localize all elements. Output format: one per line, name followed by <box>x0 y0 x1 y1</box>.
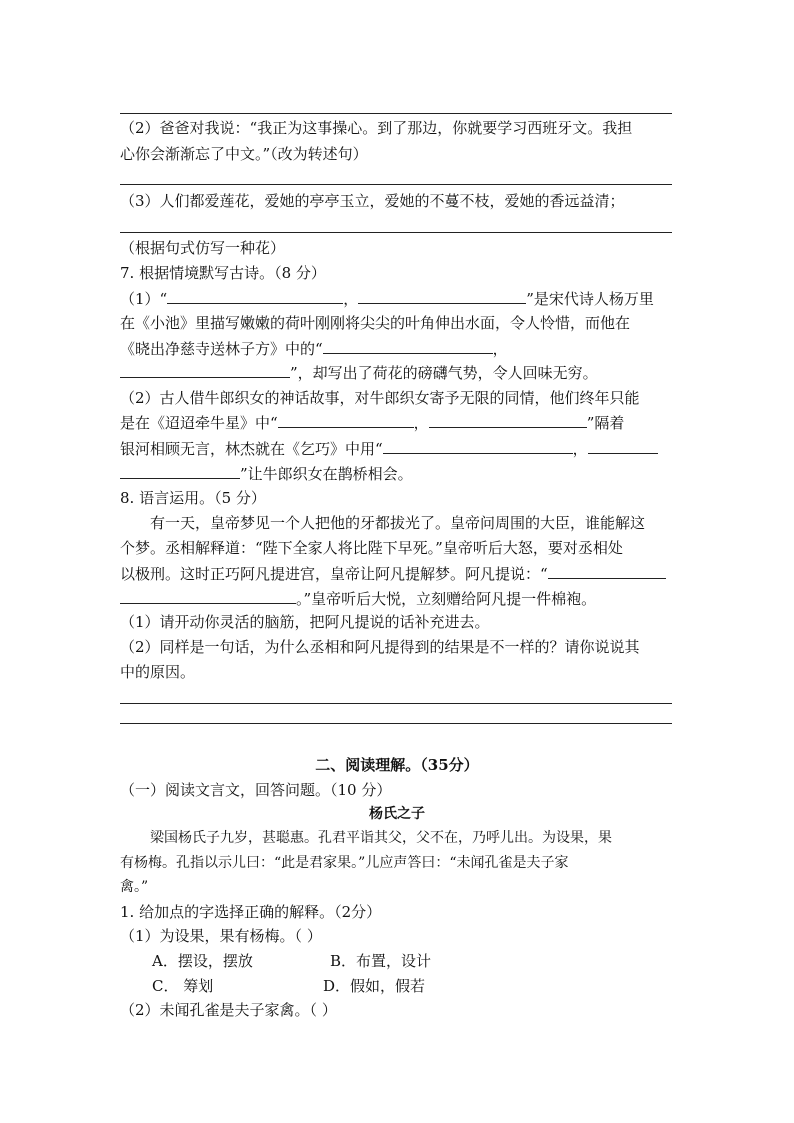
q7-p1-tail: ”是宋代诗人杨万里 <box>526 290 654 308</box>
blank-field[interactable] <box>323 337 493 354</box>
q7-p2-line2-text: 是在《迢迢牵牛星》中“ <box>120 414 278 432</box>
q8-story-line4-text: 。”皇帝听后大悦，立刻赠给阿凡提一件棉袍。 <box>296 590 597 608</box>
q6-3-line2: （根据句式仿写一种花） <box>120 239 286 257</box>
blank-field[interactable] <box>588 437 658 454</box>
option-a[interactable]: A．摆设，摆放 <box>152 952 253 970</box>
part-title: （一）阅读文言文，回答问题。（10 分） <box>120 781 392 799</box>
passage-line3: 禽。” <box>120 879 149 895</box>
passage-line2: 有杨梅。孔指以示儿曰：“此是君家果。”儿应声答曰：“未闻孔雀是夫子家 <box>120 855 569 871</box>
q7-p1-line3-text: 《晓出净慈寺送林子方》中的“ <box>120 340 323 358</box>
answer-line <box>120 232 672 233</box>
q6-3-line1: （3）人们都爱莲花，爱她的亭亭玉立，爱她的不蔓不枝，爱她的香远益清； <box>120 192 625 210</box>
q8-story-line1: 有一天，皇帝梦见一个人把他的牙都拔光了。皇帝问周围的大臣，谁能解这 <box>150 514 646 532</box>
q1-1: （1）为设果，果有杨梅。（ ） <box>120 927 322 945</box>
option-d[interactable]: D．假如，假若 <box>323 977 426 995</box>
blank-field[interactable] <box>278 411 414 428</box>
q7-p2-line4 <box>120 462 413 485</box>
q8-story-line3-text: 以极刑。这时正巧阿凡提进宫，皇帝让阿凡提解梦。阿凡提说：“ <box>120 565 548 583</box>
q7-p2-line1: （2）古人借牛郎织女的神话故事，对牛郎织女寄予无限的同情，他们终年只能 <box>120 389 640 407</box>
q7-p1-line3 <box>120 337 508 360</box>
q6-2-line1: （2）爸爸对我说：“我正为这事操心。到了那边，你就要学习西班牙文。我担 <box>120 119 633 137</box>
q7-p1-line4-text: ”，却写出了荷花的磅礴气势，令人回味无穷。 <box>290 364 598 382</box>
q7-p2-line3-comma: ， <box>572 440 588 458</box>
q7-p1-line1 <box>120 287 654 310</box>
blank-field[interactable] <box>120 587 296 604</box>
passage-line1: 梁国杨氏子九岁，甚聪惠。孔君平诣其父，父不在，乃呼儿出。为设果，果 <box>150 830 612 846</box>
passage-title: 杨氏之子 <box>369 806 425 822</box>
q7-title: 7. 根据情境默写古诗。（8 分） <box>120 264 326 282</box>
q8-story-line3 <box>120 562 666 585</box>
q7-p2-line2-comma: ， <box>413 414 429 432</box>
q8-story-line2: 个梦。丞相解释道：“陛下全家人将比陛下早死。”皇帝听后大怒，要对丞相处 <box>120 539 623 557</box>
blank-field[interactable] <box>548 562 666 579</box>
q6-2-line2: 心你会渐渐忘了中文。”（改为转述句） <box>120 145 368 163</box>
q7-p1-open: （1）“ <box>120 290 168 308</box>
blank-field[interactable] <box>383 437 573 454</box>
q7-p2-line3-text: 银河相顾无言，林杰就在《乞巧》中用“ <box>120 440 383 458</box>
q7-p2-line2-tail: ”隔着 <box>586 414 625 432</box>
q7-p1-comma: ， <box>343 290 359 308</box>
blank-field[interactable] <box>120 361 290 378</box>
answer-line <box>120 184 672 185</box>
answer-line <box>120 113 672 114</box>
q7-p2-line2 <box>120 411 624 434</box>
q7-p2-line4-text: ”让牛郎织女在鹊桥相会。 <box>240 465 413 483</box>
q7-p1-line4 <box>120 361 598 384</box>
blank-field[interactable] <box>429 411 587 428</box>
q7-p1-line2: 在《小池》里描写嫩嫩的荷叶刚刚将尖尖的叶角伸出水面，令人怜惜，而他在 <box>120 314 631 332</box>
section-heading: 二、阅读理解。（35分） <box>315 756 479 774</box>
answer-line <box>120 723 672 724</box>
q7-p1-line3-comma: ， <box>492 340 508 358</box>
q8-sub2-line2: 中的原因。 <box>120 663 196 681</box>
answer-line <box>120 703 672 704</box>
blank-field[interactable] <box>167 287 343 304</box>
q7-p2-line3 <box>120 437 658 460</box>
q8-title: 8. 语言运用。（5 分） <box>120 489 266 507</box>
option-c[interactable]: C． 筹划 <box>152 977 214 995</box>
q1-title: 1. 给加点的字选择正确的解释。（2分） <box>120 903 382 921</box>
q8-sub2-line1: （2）同样是一句话，为什么丞相和阿凡提得到的结果是不一样的？请你说说其 <box>120 638 640 656</box>
q8-sub1: （1）请开动你灵活的脑筋，把阿凡提说的话补充进去。 <box>120 613 490 631</box>
blank-field[interactable] <box>120 462 240 479</box>
q1-2: （2）未闻孔雀是夫子家禽。（ ） <box>120 1001 337 1019</box>
q8-story-line4 <box>120 587 596 610</box>
blank-field[interactable] <box>358 287 526 304</box>
option-b[interactable]: B．布置，设计 <box>330 952 432 970</box>
